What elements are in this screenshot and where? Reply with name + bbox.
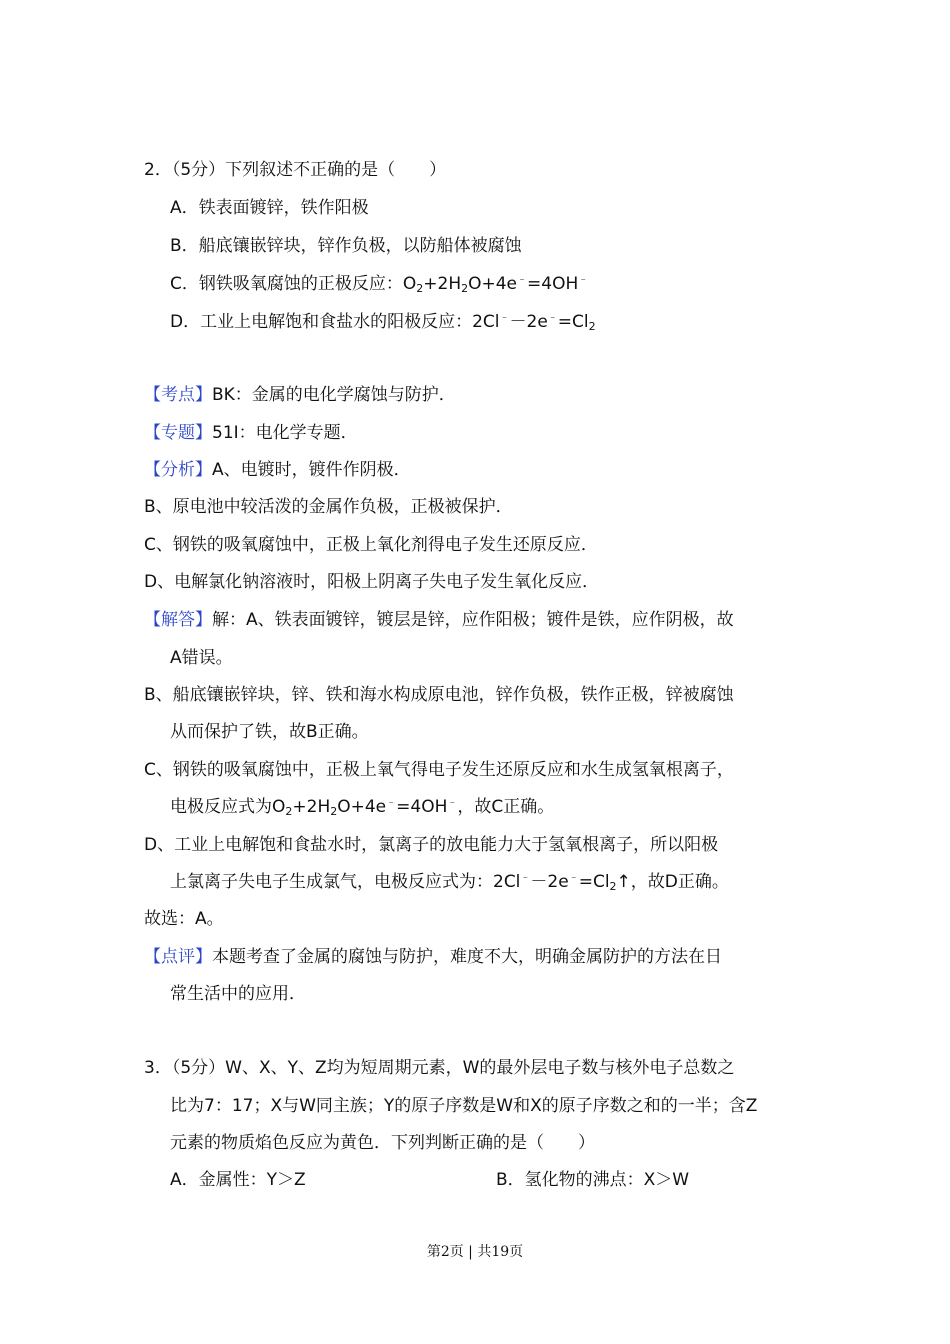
answer-line: 故选：A。 xyxy=(144,909,224,929)
q3-line3: 元素的物质焰色反应为黄色．下列判断正确的是（ ） xyxy=(170,1133,595,1153)
kaodian-row xyxy=(144,383,456,407)
q3-line2: 比为7：17；X与W同主族；Y的原子序数是W和X的原子序数之和的一半；含Z xyxy=(170,1096,758,1116)
q2-option-c-text: C．钢铁吸氧腐蚀的正极反应： xyxy=(170,274,403,294)
zhuanti-row xyxy=(144,421,358,445)
q2-option-c xyxy=(170,272,588,296)
jieda-text: 解：A、铁表面镀锌，镀层是锌，应作阳极；镀件是铁，应作阴极，故 xyxy=(212,610,734,630)
jieda-b-line2: 从而保护了铁，故B正确。 xyxy=(170,722,369,742)
fenxi-text: A、电镀时，镀件作阴极． xyxy=(212,460,411,480)
fenxi-line-b: B、原电池中较活泼的金属作负极，正极被保护． xyxy=(144,497,513,517)
q2-option-c-eq: $O_2+2H_2O+4e^﹣=4OH^﹣$ xyxy=(402,274,589,295)
q2-stem: 2．（5分）下列叙述不正确的是（ ） xyxy=(144,160,447,180)
fenxi-line-d: D、电解氯化钠溶液时，阳极上阴离子失电子发生氧化反应． xyxy=(144,572,600,592)
dianping-text: 本题考查了金属的腐蚀与防护，难度不大，明确金属防护的方法在日 xyxy=(212,947,722,967)
zhuanti-tag: 【专题】 xyxy=(144,423,212,443)
q3-option-a: A．金属性：Y＞Z xyxy=(170,1170,306,1190)
zhuanti-text: 51I：电化学专题． xyxy=(212,423,358,443)
q3-option-b: B．氢化物的沸点：X＞W xyxy=(496,1170,690,1190)
jieda-c-line1: C、钢铁的吸氧腐蚀中，正极上氧气得电子发生还原反应和水生成氢氧根离子， xyxy=(144,760,734,780)
kaodian-tag: 【考点】 xyxy=(144,385,212,405)
fenxi-line-c: C、钢铁的吸氧腐蚀中，正极上氧化剂得电子发生还原反应． xyxy=(144,535,598,555)
q2-option-d-text: D．工业上电解饱和食盐水的阳极反应：2Cl xyxy=(170,312,500,332)
jieda-d-line2: 上氯离子失电子生成氯气，电极反应式为：$2Cl^﹣-2e^﹣=Cl_2↑$，故D正确。 xyxy=(170,872,729,893)
page-footer: 第2页 | 共19页 xyxy=(426,1244,524,1260)
dianping-tag: 【点评】 xyxy=(144,947,212,967)
q2-option-b: B．船底镶嵌锌块，锌作负极，以防船体被腐蚀 xyxy=(170,236,522,256)
q3-line1: 3．（5分）W、X、Y、Z均为短周期元素，W的最外层电子数与核外电子总数之 xyxy=(144,1058,735,1078)
fenxi-row xyxy=(144,458,411,482)
kaodian-text: BK：金属的电化学腐蚀与防护． xyxy=(212,385,456,405)
fenxi-tag: 【分析】 xyxy=(144,460,212,480)
dianping-row xyxy=(144,945,722,969)
q2-option-d: D．工业上电解饱和食盐水的阳极反应：$2Cl^﹣-2e^﹣=Cl_2$ xyxy=(170,312,596,333)
jieda-cont: A错误。 xyxy=(170,648,233,668)
jieda-b-line1: B、船底镶嵌锌块，锌、铁和海水构成原电池，锌作负极，铁作正极，锌被腐蚀 xyxy=(144,685,734,705)
jieda-row xyxy=(144,608,734,632)
jieda-tag: 【解答】 xyxy=(144,610,212,630)
q2-option-a: A．铁表面镀锌，铁作阳极 xyxy=(170,198,369,218)
jieda-c-equation: $O_2+2H_2O+4e^﹣=4OH^﹣$ xyxy=(272,797,458,818)
dianping-cont: 常生活中的应用． xyxy=(170,984,306,1004)
jieda-d-line1: D、工业上电解饱和食盐水时，氯离子的放电能力大于氢氧根离子，所以阳极 xyxy=(144,835,719,855)
jieda-c-line2: 电极反应式为$O_2+2H_2O+4e^﹣=4OH^﹣$，故C正确。 xyxy=(170,797,555,818)
